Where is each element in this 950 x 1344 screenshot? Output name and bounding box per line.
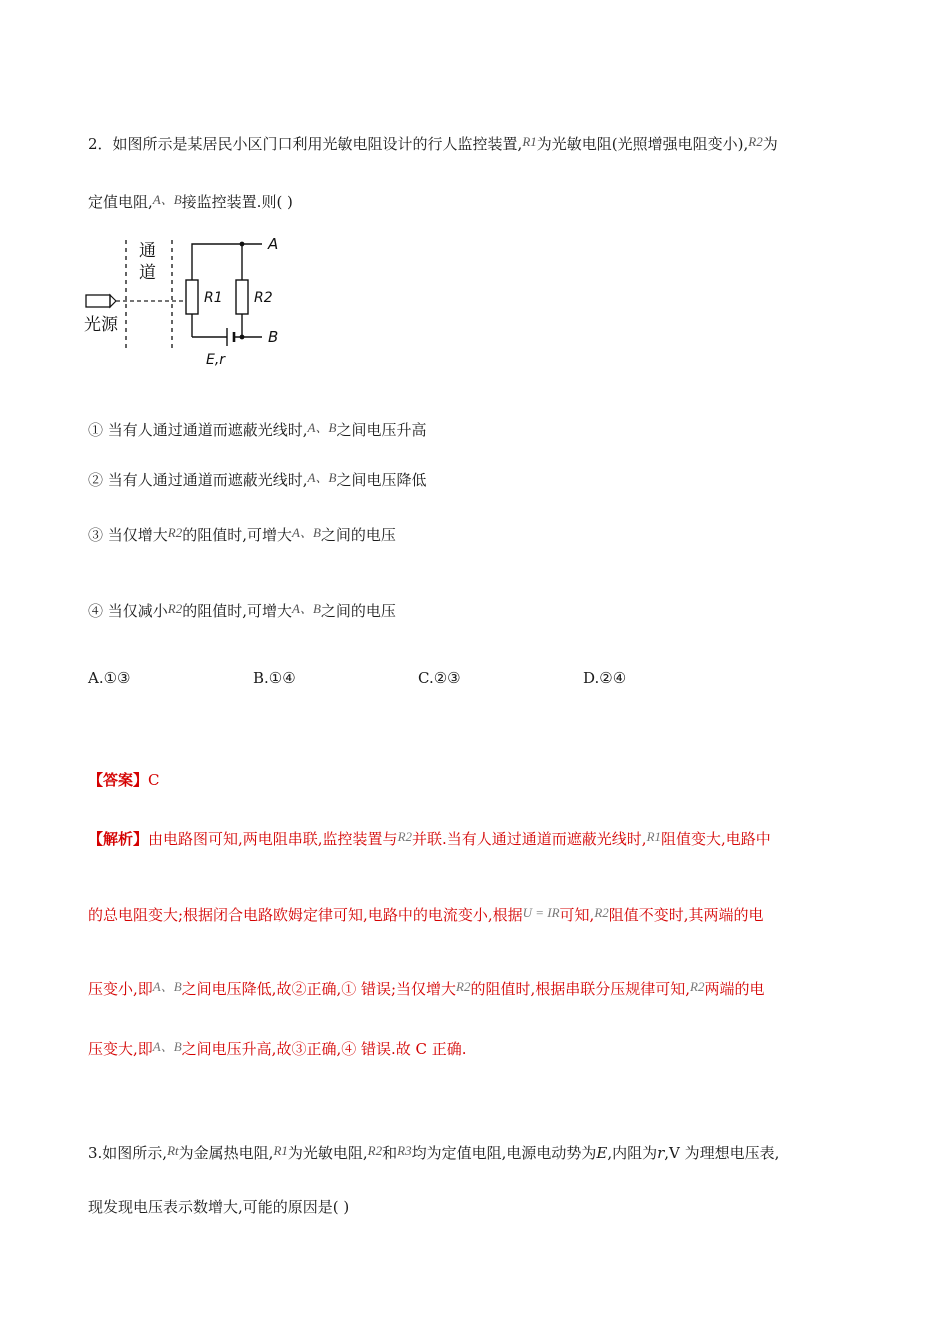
analysis-line-3: 压变小,即A、B之间电压降低,故②正确,① 错误;当仅增大R2的阻值时,根据串联分压规律可知,R2两端的电 xyxy=(88,979,765,998)
answer-label: 【答案】 xyxy=(88,771,149,789)
r2-label: R2 xyxy=(254,290,273,306)
analysis-label: 【解析】 xyxy=(88,830,149,848)
analysis-line-1: 【解析】由电路图可知,两电阻串联,监控装置与R2并联.当有人通过通道而遮蔽光线时,R1阻值变大,电路中 xyxy=(88,829,771,848)
statement-2: ② 当有人通过通道而遮蔽光线时,A、B之间电压降低 xyxy=(88,470,427,489)
resistor-r2 xyxy=(236,280,248,314)
channel-label-top: 通 xyxy=(139,241,156,261)
analysis-line-4: 压变大,即A、B之间电压升高,故③正确,④ 错误.故 C 正确. xyxy=(88,1039,467,1058)
light-source-icon xyxy=(86,295,110,307)
option-a[interactable]: A.①③ xyxy=(88,669,131,687)
q3-line-2: 现发现电压表示数增大,可能的原因是( ) xyxy=(88,1198,350,1216)
q2-line-1: 2．如图所示是某居民小区门口利用光敏电阻设计的行人监控装置,R1为光敏电阻(光照增强电阻变小),R2为 xyxy=(88,134,778,153)
q2-line-2: 定值电阻,A、B接监控装置.则( ) xyxy=(88,192,293,211)
answer-value: C xyxy=(148,771,160,789)
battery-label: E,r xyxy=(206,352,226,368)
q3-line-1: 3.如图所示,Rt为金属热电阻,R1为光敏电阻,R2和R3均为定值电阻,电源电动势为E,内阻为r,V 为理想电压表, xyxy=(88,1143,780,1162)
r1-symbol: R1 xyxy=(522,134,537,149)
resistor-r1 xyxy=(186,280,198,314)
ab-symbol: A、B xyxy=(152,192,182,207)
statement-1: ① 当有人通过通道而遮蔽光线时,A、B之间电压升高 xyxy=(88,420,427,439)
statement-4: ④ 当仅减小R2的阻值时,可增大A、B之间的电压 xyxy=(88,601,396,620)
channel-label-bottom: 道 xyxy=(139,263,156,283)
analysis-line-2: 的总电阻变大;根据闭合电路欧姆定律可知,电路中的电流变小,根据U = IR可知,R2阻值不变时,其两端的电 xyxy=(88,905,764,924)
terminal-b-label: B xyxy=(268,328,279,346)
formula: U = IR xyxy=(522,905,560,920)
answer-line xyxy=(88,770,160,790)
terminal-a-label: A xyxy=(268,235,279,253)
r1-label: R1 xyxy=(204,290,223,306)
circuit-diagram xyxy=(82,232,292,372)
option-d[interactable]: D.②④ xyxy=(583,669,627,687)
statement-3: ③ 当仅增大R2的阻值时,可增大A、B之间的电压 xyxy=(88,525,396,544)
option-b[interactable]: B.①④ xyxy=(253,669,296,687)
light-source-label: 光源 xyxy=(84,315,118,335)
option-c[interactable]: C.②③ xyxy=(418,669,461,687)
r2-symbol: R2 xyxy=(748,134,763,149)
